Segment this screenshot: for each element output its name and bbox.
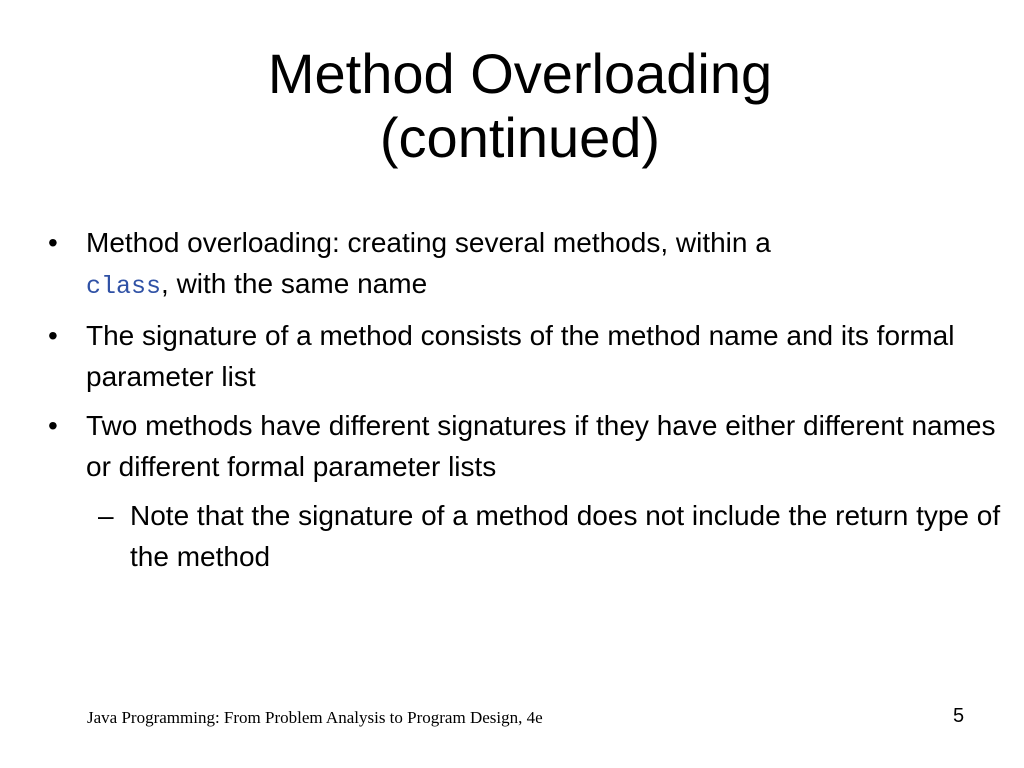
slide-title (0, 42, 1024, 170)
bullet-text: Two methods have different signatures if they have either different names or different formal parameter lists (86, 410, 996, 482)
sub-bullet-marker: – (98, 500, 114, 531)
bullet-marker: • (48, 320, 58, 351)
title-line-2: (continued) (379, 106, 661, 169)
page-number: 5 (953, 705, 965, 727)
bullet-text: The signature of a method consists of the method name and its formal parameter list (86, 320, 955, 392)
bullet-item-different-signatures (48, 405, 1008, 487)
code-keyword: class (86, 272, 162, 301)
bullet-marker: • (48, 410, 58, 441)
sub-bullet-text: Note that the signature of a method does not include the return type of the method (130, 500, 1001, 572)
bullet-list (48, 222, 1008, 577)
bullet-item-overloading (48, 222, 1008, 307)
bullet-marker: • (48, 227, 58, 258)
title-line-1: Method Overloading (267, 42, 773, 105)
bullet-text-continued: , with the same name (161, 268, 428, 299)
footer-text: Java Programming: From Problem Analysis to Program Design, 4e (87, 708, 543, 727)
bullet-text: Method overloading: creating several methods, within a (86, 227, 771, 258)
sub-bullet-item-return-type (48, 495, 1008, 577)
bullet-item-signature (48, 315, 1008, 397)
